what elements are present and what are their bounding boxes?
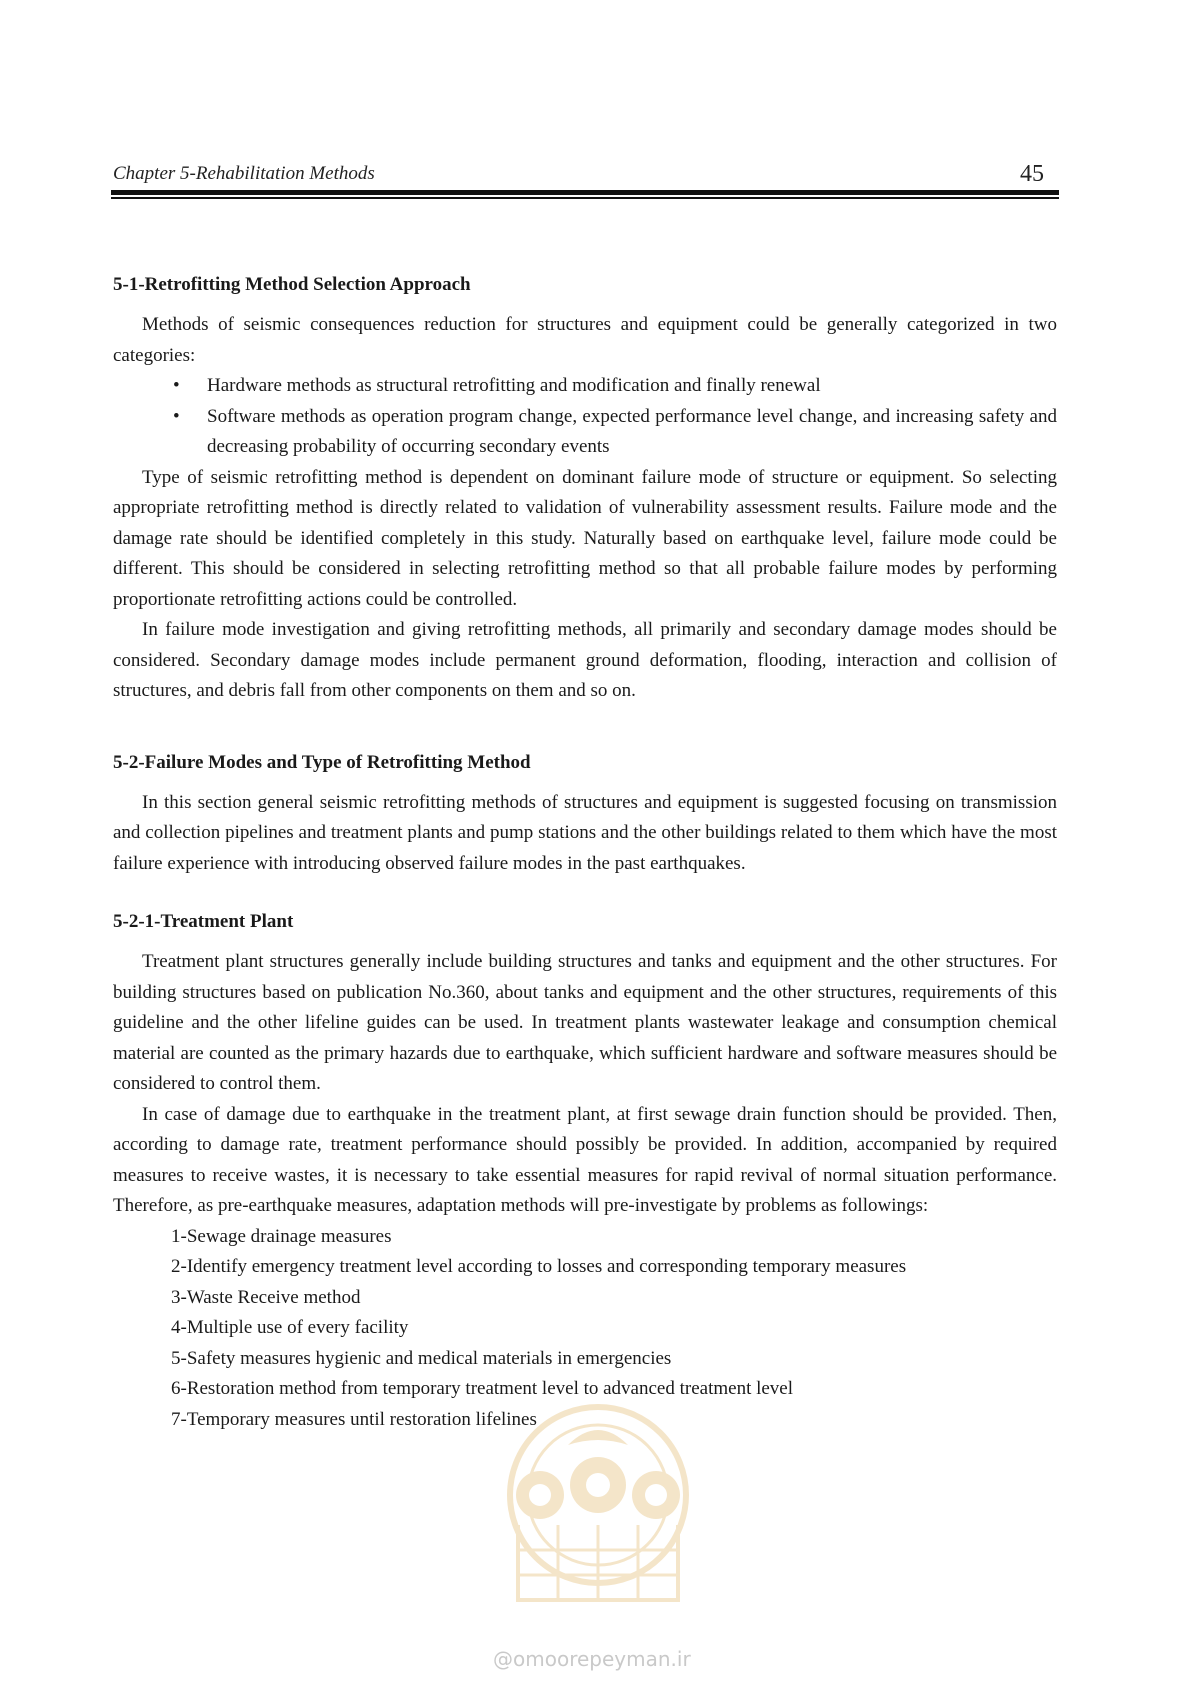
bullet-text: Hardware methods as structural retrofitting and modification and finally renewal [207, 375, 821, 396]
section-heading-5-1: 5-1-Retrofitting Method Selection Approach [113, 274, 471, 295]
list-item: 4-Multiple use of every facility [171, 1317, 409, 1338]
header-rule-thick [111, 190, 1059, 195]
list-item: 1-Sewage drainage measures [171, 1225, 392, 1247]
paragraph: In this section general seismic retrofitting methods of structures and equipment is suggested focusing on transmission and collection pipelines and treatment plants and pump stations and the other buildings related to them which have the most failure experience with introducing observed failure modes in the past earthquakes. [113, 791, 1057, 874]
bullet-text: Software methods as operation program change, expected performance level change, and increasing safety and decreasing probability of occurring secondary events [207, 405, 1057, 457]
bullet-icon: • [173, 375, 180, 396]
list-item: 3-Waste Receive method [171, 1286, 361, 1308]
list-item: 5-Safety measures hygienic and medical materials in emergencies [171, 1347, 672, 1369]
bullet-item [113, 402, 1057, 463]
paragraph: In case of damage due to earthquake in the treatment plant, at first sewage drain function should be provided. Then, according to damage rate, treatment performance should possibly be provided. In addition, accompanied by required measures to receive wastes, it is necessary to take essential measures for rapid revival of normal situation performance. Therefore, as pre-earthquake measures, adaptation methods will pre-investigate by problems as followings: [113, 1103, 1057, 1216]
section-heading-5-2: 5-2-Failure Modes and Type of Retrofitting Method [113, 751, 531, 773]
paragraph: Methods of seismic consequences reduction for structures and equipment could be generally categorized in two categories: [113, 314, 1057, 366]
list-item: 2-Identify emergency treatment level according to losses and corresponding temporary measures [171, 1256, 907, 1277]
list-item: 6-Restoration method from temporary treatment level to advanced treatment level [171, 1378, 794, 1399]
running-header [113, 157, 1058, 185]
watermark-site: @omoorepeyman.ir [493, 1647, 691, 1671]
list-item: 7-Temporary measures until restoration lifelines [171, 1408, 537, 1430]
chapter-title: Chapter 5-Rehabilitation Methods [113, 163, 375, 184]
bullet-item [113, 371, 1057, 402]
header-rule-thin [111, 197, 1059, 199]
paragraph: Type of seismic retrofitting method is dependent on dominant failure mode of structure or equipment. So selecting appropriate retrofitting method is directly related to validation of vulnerability assessment results. Failure mode and the damage rate should be identified completely in this study. Naturally based on earthquake level, failure mode could be different. This should be considered in selecting retrofitting method so that all probable failure modes by performing proportionate retrofitting actions could be controlled. [113, 466, 1057, 610]
page-body [113, 270, 1057, 1435]
paragraph: Treatment plant structures generally include building structures and tanks and equipment and the other structures. For building structures based on publication No.360, about tanks and equipment and the other structures, requirements of this guideline and the other lifeline guides can be used. In treatment plants wastewater leakage and consumption chemical material are counted as the primary hazards due to earthquake, which sufficient hardware and software measures should be considered to control them. [113, 951, 1057, 1094]
paragraph: In failure mode investigation and giving retrofitting methods, all primarily and secondary damage modes should be considered. Secondary damage modes include permanent ground deformation, flooding, interaction and collision of structures, and debris fall from other components on them and so on. [113, 619, 1057, 701]
watermark-logo-icon [478, 1385, 718, 1665]
bullet-icon: • [173, 405, 180, 427]
section-heading-5-2-1: 5-2-1-Treatment Plant [113, 911, 294, 932]
page-number: 45 [1020, 161, 1044, 187]
bullet-list [113, 371, 1057, 463]
